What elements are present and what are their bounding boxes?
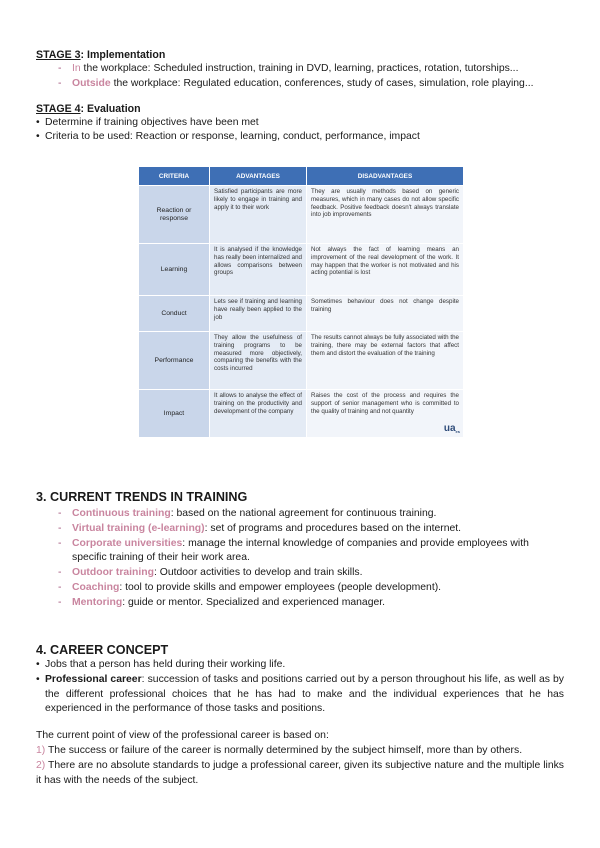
career-point-1: 1) The success or failure of the career is normally determined by the subject himself, more than by others. [36,745,523,757]
career-bullets [36,658,564,717]
cell-disadvantages: The results cannot always be fully associated with the training, there may be external factors that affect them and distort the evaluation of the training [307,332,464,390]
cell-advantages: It is analysed if the knowledge has really been internalized and allows comparisons between groups [210,244,307,296]
cell-disadvantages: Raises the cost of the process and requires the support of senior management who is committed to the quality of training and not quantity [307,390,464,438]
cell-criteria: Reaction or response [139,186,210,244]
career-section [36,642,564,788]
table-row [139,390,464,438]
list-item: - In the workplace: Scheduled instruction, training in DVD, learning, practices, rotation, tutorships... [58,62,564,77]
ua-logo: uaes [443,423,460,434]
table-header-row [139,167,464,186]
header-criteria: CRITERIA [139,167,210,186]
list-item: • Determine if training objectives have been met [36,116,564,131]
document-page [36,48,564,145]
stage3-heading: STAGE 3: Implementation [36,49,166,61]
trends-section [36,489,564,611]
cell-criteria: Learning [139,244,210,296]
trends-list [36,507,564,611]
list-item: • Professional career: succession of tasks and positions carried out by a person throughout his life, as well as by the different professional choices that he has had to make and the individual experiences that he has experienced in the performance of those tasks and positions. [36,673,564,717]
trends-heading: 3. CURRENT TRENDS IN TRAINING [36,490,248,504]
list-item: - Outdoor training: Outdoor activities to develop and train skills. [58,566,564,581]
career-heading: 4. CAREER CONCEPT [36,643,169,657]
evaluation-criteria-table [138,166,464,434]
cell-advantages: Satisfied participants are more likely to engage in training and apply it to their work [210,186,307,244]
list-item: • Criteria to be used: Reaction or response, learning, conduct, performance, impact [36,130,564,145]
career-point-2: 2) There are no absolute standards to judge a professional career, given its subjective nature and the multiple links it has with the needs of the subject. [36,760,564,787]
cell-advantages: Lets see if training and learning have really been applied to the job [210,296,307,332]
header-advantages: ADVANTAGES [210,167,307,186]
table-row [139,296,464,332]
cell-criteria: Conduct [139,296,210,332]
list-item: - Continuous training: based on the national agreement for continuous training. [58,507,564,522]
list-item: - Virtual training (e-learning): set of programs and procedures based on the internet. [58,522,564,537]
stage3-list [36,62,564,92]
list-item: - Corporate universities: manage the internal knowledge of companies and provide employees with specific training of their heir work area. [58,537,564,567]
cell-advantages: It allows to analyse the effect of training on the productivity and development of the company [210,390,307,438]
table-row [139,186,464,244]
cell-disadvantages: Sometimes behaviour does not change despite training [307,296,464,332]
table-row [139,332,464,390]
cell-advantages: They allow the usefulness of training programs to be measured more objectively, comparing the benefits with the costs incurred [210,332,307,390]
stage4-bullets [36,116,564,146]
list-item: • Jobs that a person has held during their working life. [36,658,564,673]
career-intro: The current point of view of the professional career is based on: [36,730,329,742]
list-item: - Outside the workplace: Regulated education, conferences, study of cases, simulation, role playing... [58,77,564,92]
cell-disadvantages: They are usually methods based on generic measures, which in many cases do not allow specific feedback. Positive feedback doesn't always translate into job improvements [307,186,464,244]
header-disadvantages: DISADVANTAGES [307,167,464,186]
stage4-heading: STAGE 4: Evaluation [36,102,141,115]
list-item: - Mentoring: guide or mentor. Specialized and experienced manager. [58,596,564,611]
cell-disadvantages: Not always the fact of learning means an improvement of the real development of the work. It may happen that the worker is not motivated and his acting potential is lost [307,244,464,296]
cell-criteria: Impact [139,390,210,438]
table-row [139,244,464,296]
list-item: - Coaching: tool to provide skills and empower employees (people development). [58,581,564,596]
cell-criteria: Performance [139,332,210,390]
